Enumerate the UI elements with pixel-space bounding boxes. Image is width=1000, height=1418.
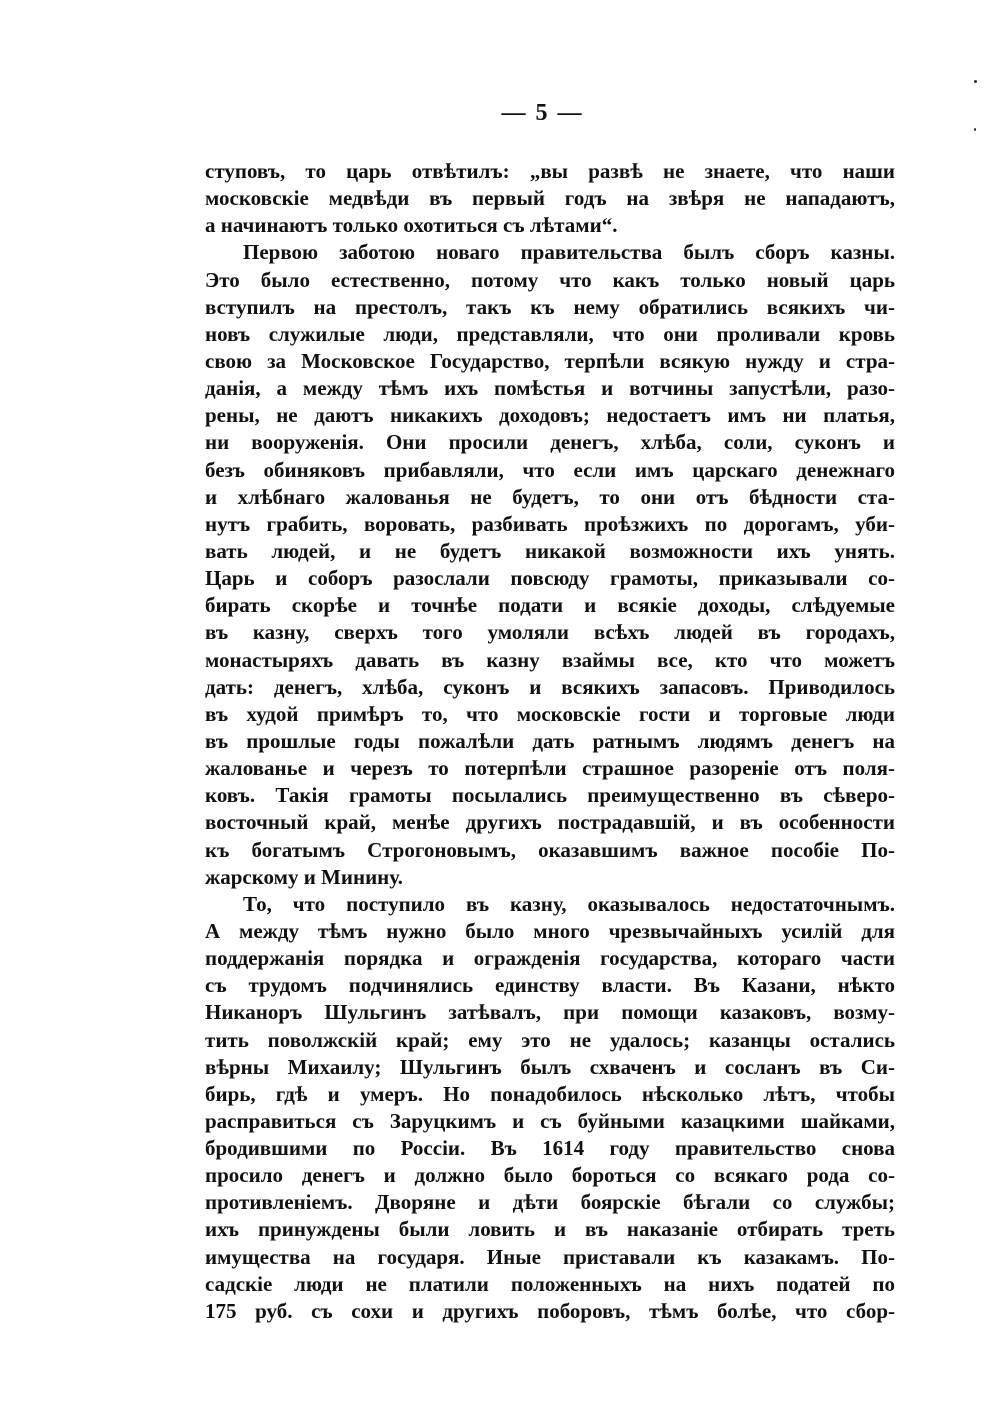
text-line: новъ служилые люди, представляли, что они проливали кровь	[205, 321, 895, 346]
text-line: ступовъ, то царь отвѣтилъ: „вы развѣ не знаете, что наши	[205, 159, 895, 183]
text-line: То, что поступило въ казну, оказывалось недостаточнымъ.	[243, 891, 895, 916]
text-line: Царь и соборъ разослали повсюду грамоты, приказывали со-	[205, 566, 895, 591]
text-line: Никаноръ Шульгинъ затѣвалъ, при помощи казаковъ, возму-	[205, 1000, 895, 1025]
ink-speck	[974, 128, 976, 131]
text-line: вать людей, и не будетъ никакой возможности ихъ унять.	[205, 538, 895, 563]
text-line: данія, а между тѣмъ ихъ помѣстья и вотчины запустѣли, разо-	[205, 376, 895, 401]
text-line: а начинаютъ только охотиться съ лѣтами“.	[205, 213, 618, 238]
text-line: московскіе медвѣди въ первый годъ на звѣря не нападаютъ,	[205, 186, 895, 211]
text-line: имущества на государя. Иные приставали къ казакамъ. По-	[205, 1244, 895, 1269]
text-line: нутъ грабить, воровать, разбивать проѣзжихъ по дорогамъ, уби-	[205, 511, 895, 536]
text-line: рены, не даютъ никакихъ доходовъ; недостаетъ имъ ни платья,	[205, 403, 895, 428]
text-line: бирь, гдѣ и умеръ. Но понадобилось нѣсколько лѣтъ, чтобы	[205, 1081, 895, 1106]
text-line: монастыряхъ давать въ казну взаймы все, кто что можетъ	[205, 647, 895, 672]
text-line: въ худой примѣръ то, что московскіе гости и торговые люди	[205, 701, 895, 726]
text-line: бродившими по Россіи. Въ 1614 году правительство снова	[205, 1136, 895, 1161]
text-line: тить поволжскій край; ему это не удалось; казанцы остались	[205, 1027, 895, 1052]
text-line: восточный край, менѣе другихъ пострадавшій, и въ особенности	[205, 810, 895, 835]
text-line: и хлѣбнаго жалованья не будетъ, то они отъ бѣдности ста-	[205, 484, 895, 509]
text-line: дать: денегъ, хлѣба, суконъ и всякихъ запасовъ. Приводилось	[205, 674, 895, 699]
text-line: къ богатымъ Строгоновымъ, оказавшимъ важное пособіе По-	[205, 837, 895, 862]
text-line: въ казну, сверхъ того умоляли всѣхъ людей въ городахъ,	[205, 620, 895, 645]
text-line: безъ обиняковъ прибавляли, что если имъ царскаго денежнаго	[205, 457, 895, 482]
text-line: свою за Московское Государство, терпѣли всякую нужду и стра-	[205, 348, 895, 373]
text-line: ковъ. Такія грамоты посылались преимущественно въ сѣверо-	[205, 783, 895, 808]
text-line: поддержанія порядка и огражденія государства, котораго части	[205, 946, 895, 971]
text-line: вступилъ на престолъ, такъ къ нему обратились всякихъ чи-	[205, 294, 895, 319]
text-line: просило денегъ и должно было бороться со всякаго рода со-	[205, 1163, 895, 1188]
text-line: А между тѣмъ нужно было много чрезвычайныхъ усилій для	[205, 918, 895, 943]
text-line: Это было естественно, потому что какъ только новый царь	[205, 267, 895, 292]
text-line: бирать скорѣе и точнѣе подати и всякіе доходы, слѣдуемые	[205, 593, 895, 618]
text-line: съ трудомъ подчинялись единству власти. Въ Казани, нѣкто	[205, 973, 895, 998]
text-line: ни вооруженія. Они просили денегъ, хлѣба, соли, суконъ и	[205, 430, 895, 455]
text-line: ихъ принуждены были ловить и въ наказаніе отбирать треть	[205, 1217, 895, 1242]
text-line: жалованье и черезъ то потерпѣли страшное разореніе отъ поля-	[205, 756, 895, 781]
body-text	[205, 158, 895, 1325]
text-line: расправиться съ Заруцкимъ и съ буйными казацкими шайками,	[205, 1108, 895, 1133]
page-number: — 5 —	[501, 100, 584, 126]
text-line: въ прошлые годы пожалѣли дать ратнымъ людямъ денегъ на	[205, 728, 895, 753]
text-line: противленіемъ. Дворяне и дѣти боярскіе бѣгали со службы;	[205, 1190, 895, 1215]
text-line: 175 руб. съ сохи и другихъ поборовъ, тѣмъ болѣе, что сбор-	[205, 1298, 895, 1323]
ink-speck	[974, 80, 977, 83]
text-line: садскіе люди не платили положенныхъ на нихъ податей по	[205, 1271, 895, 1296]
text-line: вѣрны Михаилу; Шульгинъ былъ схваченъ и сосланъ въ Си-	[205, 1054, 895, 1079]
text-line: жарскому и Минину.	[205, 864, 403, 889]
text-line: Первою заботою новаго правительства былъ сборъ казны.	[243, 240, 895, 265]
